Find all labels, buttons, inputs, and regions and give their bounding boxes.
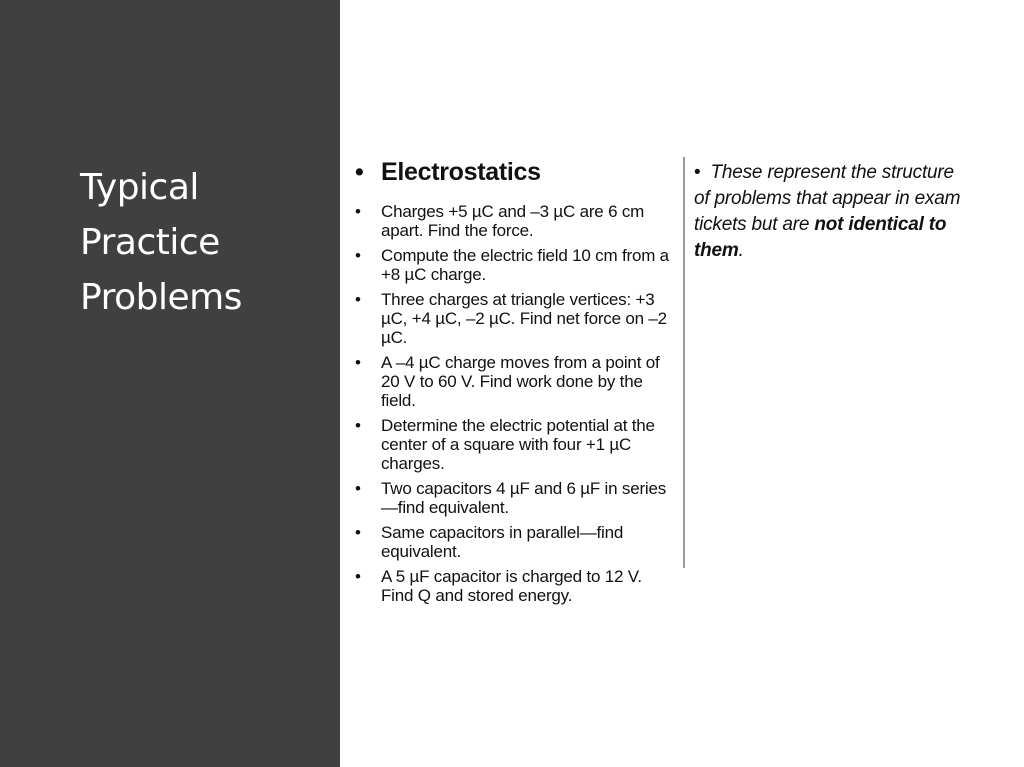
problem-text: A 5 µF capacitor is charged to 12 V. Find Q and stored energy. xyxy=(381,567,642,605)
title-line: Typical xyxy=(80,167,199,208)
list-item xyxy=(355,567,677,605)
bullet-icon: • xyxy=(355,290,361,309)
section-heading xyxy=(355,152,677,192)
list-item xyxy=(355,246,677,284)
note-emphasis: not identical to them xyxy=(694,214,947,261)
problem-text: Same capacitors in parallel—find equivalent. xyxy=(381,523,624,561)
list-item xyxy=(355,290,677,347)
bullet-icon: • xyxy=(355,353,361,372)
title-line: Practice xyxy=(80,222,220,263)
bullet-icon: • xyxy=(355,202,361,221)
problem-text: Two capacitors 4 µF and 6 µF in series—find equivalent. xyxy=(381,479,667,517)
list-item xyxy=(355,523,677,561)
problem-text: Determine the electric potential at the center of a square with four +1 µC charges. xyxy=(381,416,655,473)
slide-title xyxy=(80,160,320,325)
bullet-icon: • xyxy=(355,567,361,586)
section-heading-label: Electrostatics xyxy=(381,158,541,186)
problem-text: A –4 µC charge moves from a point of 20 V to 60 V. Find work done by the field. xyxy=(381,353,660,410)
bullet-icon: • xyxy=(355,523,361,542)
note-text: These represent the structure of problems that appear in exam tickets but are xyxy=(694,162,961,235)
list-item xyxy=(355,202,677,240)
bullet-icon: • xyxy=(355,158,364,186)
problem-text: Charges +5 µC and –3 µC are 6 cm apart. Find the force. xyxy=(381,202,645,240)
column-divider xyxy=(683,157,685,568)
problems-column xyxy=(355,152,677,611)
problem-text: Compute the electric field 10 cm from a +8 µC charge. xyxy=(381,246,669,284)
list-item xyxy=(355,479,677,517)
list-item xyxy=(355,416,677,473)
bullet-icon: • xyxy=(355,246,361,265)
title-line: Problems xyxy=(80,277,242,318)
bullet-icon: • xyxy=(355,479,361,498)
disclaimer-note xyxy=(694,160,974,264)
title-panel xyxy=(0,0,340,767)
problem-text: Three charges at triangle vertices: +3 µC, +4 µC, –2 µC. Find net force on –2 µC. xyxy=(381,290,667,347)
bullet-icon: • xyxy=(694,162,701,183)
list-item xyxy=(355,353,677,410)
bullet-icon: • xyxy=(355,416,361,435)
note-text-end: . xyxy=(738,240,744,261)
problem-list xyxy=(355,202,677,605)
